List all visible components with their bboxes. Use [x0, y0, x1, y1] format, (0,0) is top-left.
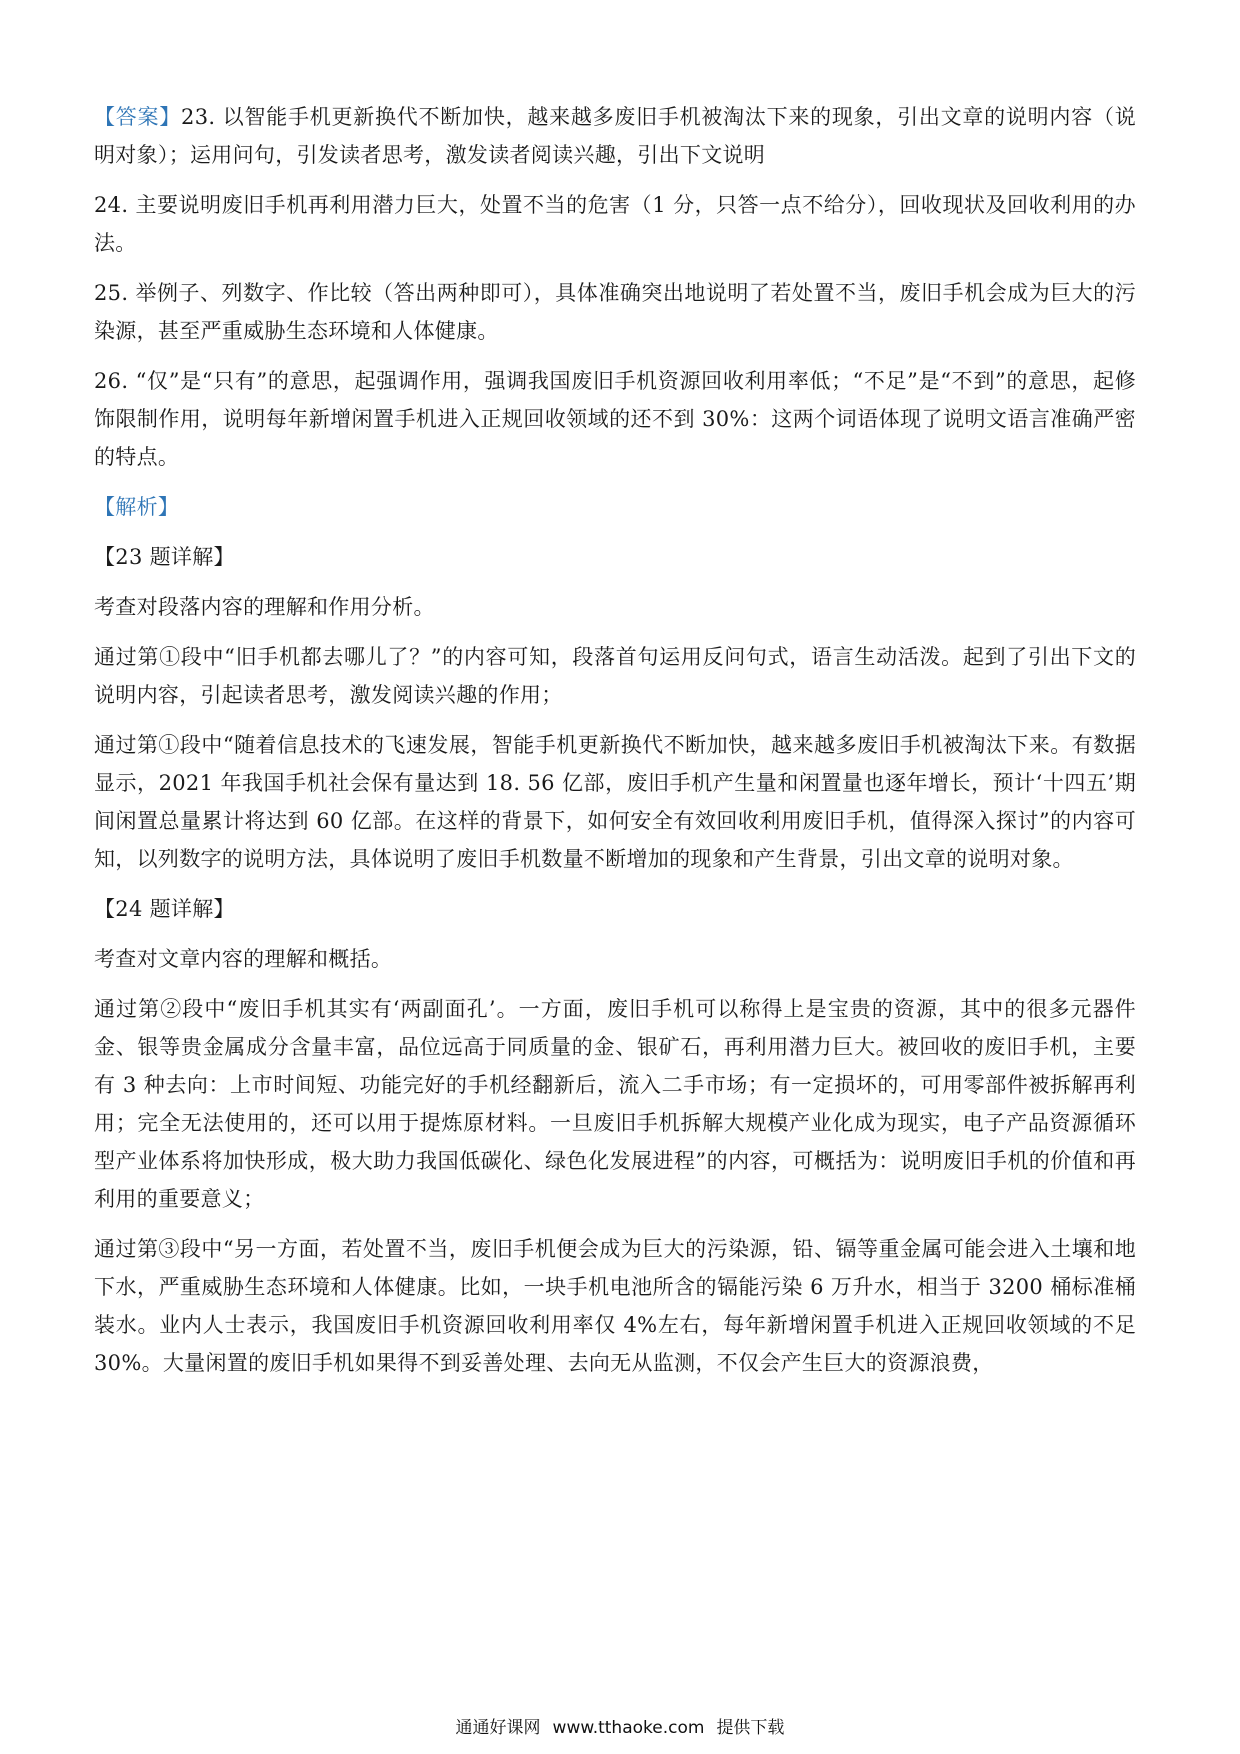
q23-heading: 【23 题详解】 [94, 545, 235, 569]
q24-intro: 考查对文章内容的理解和概括。 [94, 947, 393, 971]
page-footer [0, 1716, 1240, 1740]
analysis-tag: 【解析】 [94, 495, 180, 519]
q24-paragraph-1: 通过第②段中“废旧手机其实有‘两副面孔’。一方面，废旧手机可以称得上是宝贵的资源，其中的很多元器件金、银等贵金属成分含量丰富，品位远高于同质量的金、银矿石，再利用潜力巨大。被回收的废旧手机，主要有 3 种去向：上市时间短、功能完好的手机经翻新后，流入二手市场；有一定损坏的，可用零部件被拆解再利用；完全无法使用的，还可以用于提炼原材料。一旦废旧手机拆解大规模产业化成为现实，电子产品资源循环型产业体系将加快形成，极大助力我国低碳化、绿色化发展进程”的内容，可概括为：说明废旧手机的价值和再利用的重要意义； [94, 997, 1136, 1211]
answer-24: 24. 主要说明废旧手机再利用潜力巨大，处置不当的危害（1 分，只答一点不给分），回收现状及回收利用的办法。 [94, 193, 1136, 255]
document-body [94, 98, 1136, 1394]
answer-tag: 【答案】 [94, 105, 182, 129]
footer-url-link[interactable]: www.tthaoke.com [552, 1718, 705, 1738]
q24-paragraph-2: 通过第③段中“另一方面，若处置不当，废旧手机便会成为巨大的污染源，铅、镉等重金属可能会进入土壤和地下水，严重威胁生态环境和人体健康。比如，一块手机电池所含的镉能污染 6 万升水，相当于 3200 桶标准桶装水。业内人士表示，我国废旧手机资源回收利用率仅 4%左右，每年新增闲置手机进入正规回收领域的不足 30%。大量闲置的废旧手机如果得不到妥善处理、去向无从监测，不仅会产生巨大的资源浪费， [94, 1237, 1136, 1375]
answer-23-text: 23. 以智能手机更新换代不断加快，越来越多废旧手机被淘汰下来的现象，引出文章的说明内容（说明对象）；运用问句，引发读者思考，激发读者阅读兴趣，引出下文说明 [94, 105, 1137, 167]
q23-paragraph-2: 通过第①段中“随着信息技术的飞速发展，智能手机更新换代不断加快，越来越多废旧手机被淘汰下来。有数据显示，2021 年我国手机社会保有量达到 18. 56 亿部，废旧手机产生量和闲置量也逐年增长，预计‘十四五’期间闲置总量累计将达到 60 亿部。在这样的背景下，如何安全有效回收利用废旧手机，值得深入探讨”的内容可知，以列数字的说明方法，具体说明了废旧手机数量不断增加的现象和产生背景，引出文章的说明对象。 [94, 733, 1136, 871]
answer-25: 25. 举例子、列数字、作比较（答出两种即可），具体准确突出地说明了若处置不当，废旧手机会成为巨大的污染源，甚至严重威胁生态环境和人体健康。 [94, 281, 1136, 343]
q23-paragraph-1: 通过第①段中“旧手机都去哪儿了？”的内容可知，段落首句运用反问句式，语言生动活泼。起到了引出下文的说明内容，引起读者思考，激发阅读兴趣的作用； [94, 645, 1136, 707]
answer-26: 26. “仅”是“只有”的意思，起强调作用，强调我国废旧手机资源回收利用率低；“不足”是“不到”的意思，起修饰限制作用，说明每年新增闲置手机进入正规回收领域的还不到 30%：这两个词语体现了说明文语言准确严密的特点。 [94, 369, 1136, 469]
answer-23 [94, 98, 1136, 174]
footer-site-name: 通通好课网 [455, 1718, 541, 1738]
q24-heading: 【24 题详解】 [94, 897, 235, 921]
q23-intro: 考查对段落内容的理解和作用分析。 [94, 595, 435, 619]
footer-suffix: 提供下载 [716, 1718, 785, 1738]
